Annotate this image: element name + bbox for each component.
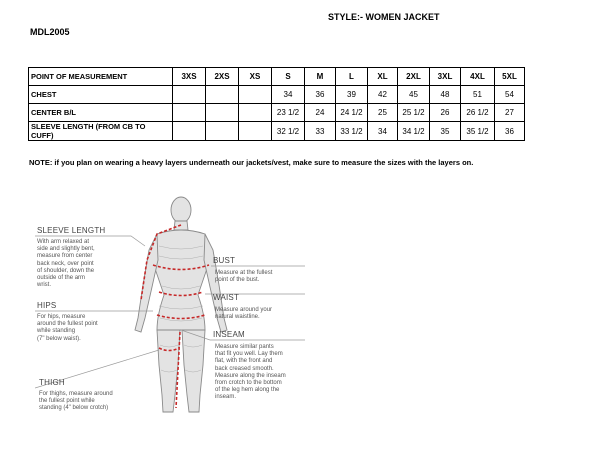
inseam-line-2: that fit you well. Lay them xyxy=(215,351,283,358)
table-cell xyxy=(206,104,239,122)
sleeve-line-7: wrist. xyxy=(37,282,51,289)
style-code: MDL2005 xyxy=(30,27,70,37)
table-cell: 51 xyxy=(461,86,495,104)
size-chart-table xyxy=(28,67,525,141)
table-cell: 25 1/2 xyxy=(398,104,430,122)
sleeve-length-description xyxy=(37,239,95,289)
style-title: STYLE:- WOMEN JACKET xyxy=(328,12,440,22)
waist-description xyxy=(215,307,272,321)
table-header-cell: 3XL xyxy=(430,68,461,86)
sleeve-line-3: measure from center xyxy=(37,253,93,260)
measurement-guide xyxy=(35,190,305,420)
row-label-cell: CENTER B/L xyxy=(29,104,173,122)
table-cell: 35 1/2 xyxy=(461,122,495,141)
bust-description xyxy=(215,270,272,284)
sleeve-line-5: of shoulder, down the xyxy=(37,267,95,274)
table-cell: 45 xyxy=(398,86,430,104)
inseam-line-7: of the leg hem along the xyxy=(215,387,280,394)
table-row xyxy=(29,104,525,122)
table-cell xyxy=(206,122,239,141)
table-header-cell: 2XL xyxy=(398,68,430,86)
inseam-description xyxy=(215,344,286,402)
table-cell: 48 xyxy=(430,86,461,104)
table-header-cell: POINT OF MEASUREMENT xyxy=(29,68,173,86)
hips-description xyxy=(37,314,98,343)
hips-line-2: around the fullest point xyxy=(37,321,98,328)
table-cell: 32 1/2 xyxy=(272,122,305,141)
hips-line-1: For hips, measure xyxy=(37,314,86,320)
sleeve-length-label: SLEEVE LENGTH xyxy=(37,226,106,235)
row-label-cell: CHEST xyxy=(29,86,173,104)
table-cell: 25 xyxy=(368,104,398,122)
table-cell: 35 xyxy=(430,122,461,141)
table-cell: 34 1/2 xyxy=(398,122,430,141)
table-header-cell: S xyxy=(272,68,305,86)
table-cell: 33 1/2 xyxy=(336,122,368,141)
table-cell: 42 xyxy=(368,86,398,104)
table-cell: 26 1/2 xyxy=(461,104,495,122)
thigh-line-2: the fullest point while xyxy=(39,398,95,405)
table-cell xyxy=(239,122,272,141)
table-cell: 33 xyxy=(305,122,336,141)
table-cell: 34 xyxy=(272,86,305,104)
table-cell: 39 xyxy=(336,86,368,104)
hips-line-3: while standing xyxy=(37,328,76,335)
table-header-cell: XL xyxy=(368,68,398,86)
hips-label: HIPS xyxy=(37,301,57,310)
table-cell xyxy=(173,86,206,104)
table-cell: 36 xyxy=(495,122,525,141)
layering-note: NOTE: if you plan on wearing a heavy layers underneath our jackets/vest, make sure to measure the sizes with the layers on. xyxy=(29,158,474,167)
table-cell: 27 xyxy=(495,104,525,122)
thigh-line-3: standing (4" below crotch) xyxy=(39,405,109,412)
table-header-cell: 5XL xyxy=(495,68,525,86)
table-cell xyxy=(239,104,272,122)
bust-line-1: Measure at the fullest xyxy=(215,270,273,276)
thigh-line-1: For thighs, measure around xyxy=(39,391,113,397)
table-header-cell: L xyxy=(336,68,368,86)
table-cell xyxy=(173,122,206,141)
table-cell xyxy=(173,104,206,122)
inseam-line-3: flat, with the front and xyxy=(215,358,273,365)
table-row xyxy=(29,86,525,104)
inseam-line-5: Measure along the inseam xyxy=(215,372,286,379)
inseam-line-8: inseam. xyxy=(215,394,237,401)
hips-line-4: (7" below waist). xyxy=(37,335,81,342)
thigh-label: THIGH xyxy=(39,378,65,387)
sleeve-line-1: With arm relaxed at xyxy=(37,239,90,245)
sleeve-line-6: outside of the arm xyxy=(37,275,86,282)
bust-label: BUST xyxy=(213,256,236,265)
sleeve-line-4: back neck, over point xyxy=(37,260,94,267)
inseam-line-4: back creased smooth. xyxy=(215,365,274,372)
waist-label: WAIST xyxy=(213,293,240,302)
inseam-label: INSEAM xyxy=(213,330,245,339)
table-header-cell: 2XS xyxy=(206,68,239,86)
sleeve-line-2: side and slightly bent, xyxy=(37,246,95,253)
inseam-line-1: Measure similar pants xyxy=(215,344,274,350)
waist-line-1: Measure around your xyxy=(215,307,273,313)
table-row xyxy=(29,122,525,141)
row-label-cell: SLEEVE LENGTH (FROM CB TO CUFF) xyxy=(29,122,173,141)
table-header-cell: M xyxy=(305,68,336,86)
table-cell xyxy=(239,86,272,104)
inseam-line-6: from crotch to the bottom xyxy=(215,380,282,387)
table-cell: 34 xyxy=(368,122,398,141)
table-cell: 36 xyxy=(305,86,336,104)
table-cell: 23 1/2 xyxy=(272,104,305,122)
table-header-cell: 4XL xyxy=(461,68,495,86)
table-cell: 24 1/2 xyxy=(336,104,368,122)
bust-line-2: point of the bust. xyxy=(215,277,260,284)
table-cell: 26 xyxy=(430,104,461,122)
waist-line-2: natural waistline. xyxy=(215,314,260,321)
table-header-cell: 3XS xyxy=(173,68,206,86)
table-cell: 54 xyxy=(495,86,525,104)
table-cell: 24 xyxy=(305,104,336,122)
female-figure xyxy=(135,197,227,412)
table-cell xyxy=(206,86,239,104)
thigh-description xyxy=(39,391,113,413)
table-header-row xyxy=(29,68,525,86)
table-header-cell: XS xyxy=(239,68,272,86)
